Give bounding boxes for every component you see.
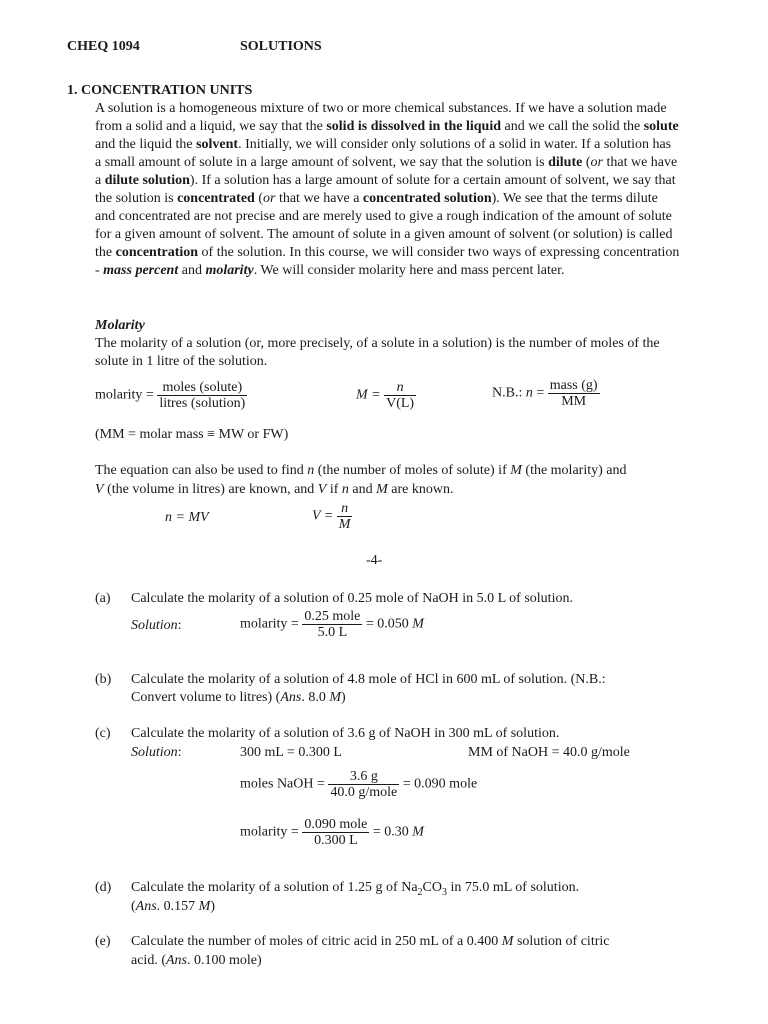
molarity-definition: The molarity of a solution (or, more precisely, of a solute in a solution) is the number of moles of the solute in 1 litre of the solution. [95, 336, 660, 369]
formula-lhs: molarity = [95, 387, 154, 403]
intro-run: that we have a [275, 191, 363, 206]
calc-lhs: molarity = [240, 824, 299, 840]
intro-run: that we have a [95, 155, 678, 188]
calc-unit: M [412, 616, 424, 632]
course-code: CHEQ 1094 [67, 39, 140, 54]
mm-note: (MM = molar mass ≡ MW or FW) [95, 427, 289, 442]
formula-lhs: M = [356, 387, 381, 403]
numerator: 0.090 mole [304, 817, 368, 832]
problem-e-line1: Calculate the number of moles of citric acid in 250 mL of a 0.400 M solution of citric [131, 934, 610, 949]
formula-m [356, 380, 416, 411]
intro-run: concentrated [177, 191, 255, 206]
numerator: mass (g) [549, 378, 598, 393]
denominator: 40.0 g/mole [330, 785, 398, 800]
intro-run: . We will consider molarity here and mass percent later. [253, 263, 565, 278]
calc-result: = 0.050 [365, 616, 409, 632]
intro-run: ( [254, 191, 263, 206]
problem-b-line1: Calculate the molarity of a solution of 4.8 mole of HCl in 600 mL of solution. (N.B.: [131, 672, 606, 687]
problem-c-molar-mass: MM of NaOH = 40.0 g/mole [468, 745, 630, 760]
formula-n-mv: n = MV [165, 510, 209, 525]
problem-b-label: (b) [95, 672, 112, 687]
intro-run: dilute [548, 155, 583, 170]
problem-d-line1: Calculate the molarity of a solution of 1.25 g of $Na_2CO_3$ in 75.0 mL of solution. [131, 880, 580, 898]
nb-eq: = [532, 385, 545, 401]
nb-var: n [525, 385, 533, 401]
problem-a-calc [240, 609, 424, 640]
intro-run: ). If a solution has a large amount of solute for a certain amount of solvent, we say that the solution is [95, 173, 676, 206]
problem-a-solution-label: Solution: [131, 618, 182, 633]
denominator: V(L) [386, 396, 415, 411]
intro-paragraph [95, 100, 680, 280]
denominator: litres (solution) [159, 396, 246, 411]
intro-run: concentration [115, 245, 199, 260]
intro-run: solvent [196, 137, 239, 152]
formula-nb [492, 378, 600, 409]
intro-run: and we call the solid the [501, 119, 644, 134]
page-number: -4- [366, 553, 383, 568]
problem-a-label: (a) [95, 591, 111, 606]
intro-run: molarity [205, 263, 254, 278]
intro-run: and [178, 263, 206, 278]
molarity-heading: Molarity [95, 318, 145, 333]
denominator: M [338, 517, 351, 532]
formula-molarity [95, 380, 247, 411]
fraction [548, 378, 600, 409]
fraction [328, 769, 399, 800]
intro-run: concentrated solution [362, 191, 492, 206]
section-heading: 1. CONCENTRATION UNITS [67, 83, 253, 98]
intro-run: ). We see that the terms dilute and concentrated are not precise and are merely used to give a rough indication of the amount of solute for a given amount of solvent. The amount of solute in a given amount of solvent (or solution) is called the [95, 191, 673, 260]
problem-c-volume: 300 mL = 0.300 L [240, 745, 342, 760]
denominator: MM [561, 394, 587, 409]
intro-run: or [590, 155, 603, 170]
numerator: 0.25 mole [304, 609, 361, 624]
calc-lhs: moles NaOH = [240, 776, 325, 792]
intro-run: solid is dissolved in the liquid [326, 119, 502, 134]
problem-e-line2: acid. (Ans. 0.100 mole) [131, 953, 262, 968]
intro-run: solute [643, 119, 679, 134]
problem-a-text: Calculate the molarity of a solution of 0.25 mole of NaOH in 5.0 L of solution. [131, 591, 573, 606]
intro-run: of the solution. In this course, we will consider two ways of expressing concentration - [95, 245, 680, 278]
formula-v [312, 501, 352, 532]
numerator: n [384, 380, 416, 396]
denominator: 5.0 L [317, 625, 348, 640]
problem-c-text: Calculate the molarity of a solution of 3.6 g of NaOH in 300 mL of solution. [131, 726, 560, 741]
calc-lhs: molarity = [240, 616, 299, 632]
intro-run: . Initially, we will consider only solutions of a solid in water. If a solution has a small amount of solute in a large amount of solvent, we say that the solution is [95, 137, 672, 170]
problem-c-solution-label: Solution: [131, 745, 182, 760]
intro-run: dilute solution [104, 173, 190, 188]
equation-usage-line1: The equation can also be used to find n (the number of moles of solute) if M (the molarity) and [95, 463, 627, 478]
fraction [302, 609, 362, 640]
intro-run: A solution is a homogeneous mixture of two or more chemical substances. If we have a solution made from a solid and a liquid, we say that the [95, 101, 667, 134]
fraction [384, 380, 416, 411]
equation-usage-line2: V (the volume in litres) are known, and V if n and M are known. [95, 482, 454, 497]
problem-c-label: (c) [95, 726, 111, 741]
nb-label: N.B.: [492, 385, 526, 401]
problem-d-label: (d) [95, 880, 112, 895]
fraction [157, 380, 247, 411]
problem-e-label: (e) [95, 934, 111, 949]
numerator: 3.6 g [328, 769, 399, 785]
problem-b-line2: Convert volume to litres) (Ans. 8.0 M) [131, 690, 346, 705]
calc-unit: M [412, 824, 424, 840]
denominator: 0.300 L [314, 833, 358, 848]
problem-c-molarity-calc [240, 817, 424, 848]
fraction [302, 817, 369, 848]
numerator: n [337, 501, 353, 517]
document-title: SOLUTIONS [240, 39, 322, 54]
problem-c-moles-calc [240, 769, 477, 800]
numerator: moles (solute) [157, 380, 247, 396]
formula-lhs: V = [312, 508, 334, 524]
intro-run: mass percent [103, 263, 179, 278]
calc-result: = 0.090 mole [402, 776, 478, 792]
calc-result: = 0.30 [372, 824, 409, 840]
intro-run: or [263, 191, 276, 206]
problem-d-line2: (Ans. 0.157 M) [131, 899, 216, 914]
intro-run: ( [582, 155, 591, 170]
intro-run: and the liquid the [95, 137, 197, 152]
fraction [337, 501, 353, 532]
